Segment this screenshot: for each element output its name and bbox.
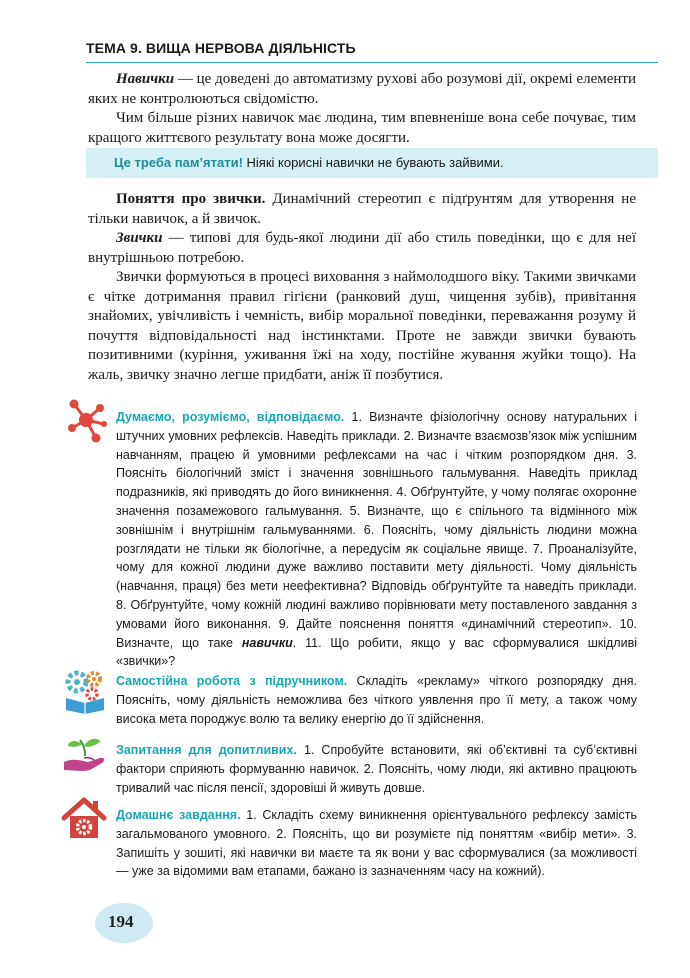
task-curious-questions: Запитання для допитливих. 1. Спробуйте встановити, які об’єктивні та суб’єктивні фактори сприяють формуванню навичок. 2. Поясніть, чому люди, які активно працюють тривалий час після пенсії, здоровіші й живуть довше. — [116, 743, 637, 795]
task-homework: Домашнє завдання. 1. Складіть схему виникнення орієнтувального рефлексу замість загальмованого умовного. 2. Поясніть, що ви розумієте під поняттям «вибір мети». 3. Запишіть у зошиті, які навички ви маєте та як вони у вас сформувалися (за можливості — уже за відомими вам етапами, бажано із зазначенням часу на кожний). — [116, 808, 637, 879]
remember-box — [86, 148, 658, 178]
task-self-study: Самостійна робота з підручником. Складіть «рекламу» чіткого розпорядку дня. Поясніть, чому діяльність неможлива без чіткого уявлення про її мету, а також чому висока мета породжує волю та велику енергію до її здійснення. — [116, 674, 637, 726]
paragraph-habits-concept: Поняття про звички. Динамічний стереотип є підґрунтям для утворення не тільки навичок, а й звичок. — [88, 191, 636, 227]
task-title: Запитання для допитливих. — [116, 743, 297, 757]
page-header — [86, 40, 658, 63]
task-title: Думаємо, розуміємо, відповідаємо. — [116, 410, 345, 424]
sprout-hand-icon — [60, 734, 110, 774]
remember-title: Це треба пам’ятати! — [114, 155, 243, 170]
molecule-icon — [64, 396, 110, 446]
remember-text: Ніякі корисні навички не бувають зайвими. — [242, 155, 504, 170]
definition-skills: Навички — це доведені до автоматизму рухові або розумові дії, окремі елементи яких не контролюються свідомістю. — [88, 71, 636, 107]
paragraph-habits-formation: Звички формуються в процесі виховання з наймолодшого віку. Такими звичками є чітке дотримання правил гігієни (ранковий душ, чищення зубів), привітання знайомих, увічливість і чемність, вибір моральної поведінки, переважання розуму й почуття відповідальності над інстинктами. Проте не завжди звички бувають позитивними (куріння, уживання їжі на ходу, постійне жування жуйки тощо). На жаль, звичку значно легше придбати, аніж її позбутися. — [88, 269, 636, 383]
term-skills: Навички — [116, 71, 175, 87]
topic-title: ТЕМА 9. ВИЩА НЕРВОВА ДІЯЛЬНІСТЬ — [86, 40, 356, 56]
task-think-understand: Думаємо, розуміємо, відповідаємо. 1. Визначте фізіологічну основу натуральних і штучних умовних рефлексів. Наведіть приклади. 2. Визначте взаємозв’язок між успішним навчанням, працею й умовними рефлексами на час і чітким розпорядком дня. 3. Поясніть біологічний зміст і значення зовнішнього гальмування. Наведіть приклад подразників, які приводять до його виникнення. 4. Обґрунтуйте, у чому полягає охоронне значення позамежового гальмування. 5. Визначте, що є спільного та відмінного між зовнішнім і внутрішнім гальмуваннями. 6. Поясніть, чому діяльність людини можна розглядати не тільки як біологічне, а передусім як соціальне явище. 7. Проаналізуйте, чому для кожної людини дуже важливо поставити мету діяльності. Чому діяльність (навчання, праця) без мети неефективна? Відповідь обґрунтуйте та наведіть приклади. 8. Обґрунтуйте, чому кожній людині важливо порівнювати мету поставленого завдання з умовами його виконання. 9. Дайте пояснення поняття «динамічний стереотип». 10. Визначте, що таке навички. 11. Що робити, якщо у вас сформувалися шкідливі «звички»? — [116, 410, 637, 669]
house-gear-icon — [60, 796, 110, 842]
habits-block — [88, 190, 636, 385]
intro-block — [88, 70, 636, 148]
paragraph-skills-benefit: Чим більше різних навичок має людина, тим впевненіше вона себе почуває, тим кращого життєвого результату вона може досягти. — [88, 110, 636, 146]
task-title: Самостійна робота з підручником. — [116, 674, 348, 688]
task-title: Домашнє завдання. — [116, 808, 241, 822]
definition-habits: Звички — типові для будь-якої людини дії або стиль поведінки, що є для неї внутрішньою потребою. — [88, 230, 636, 266]
gears-book-icon — [60, 668, 110, 714]
page-number: 194 — [108, 912, 134, 931]
